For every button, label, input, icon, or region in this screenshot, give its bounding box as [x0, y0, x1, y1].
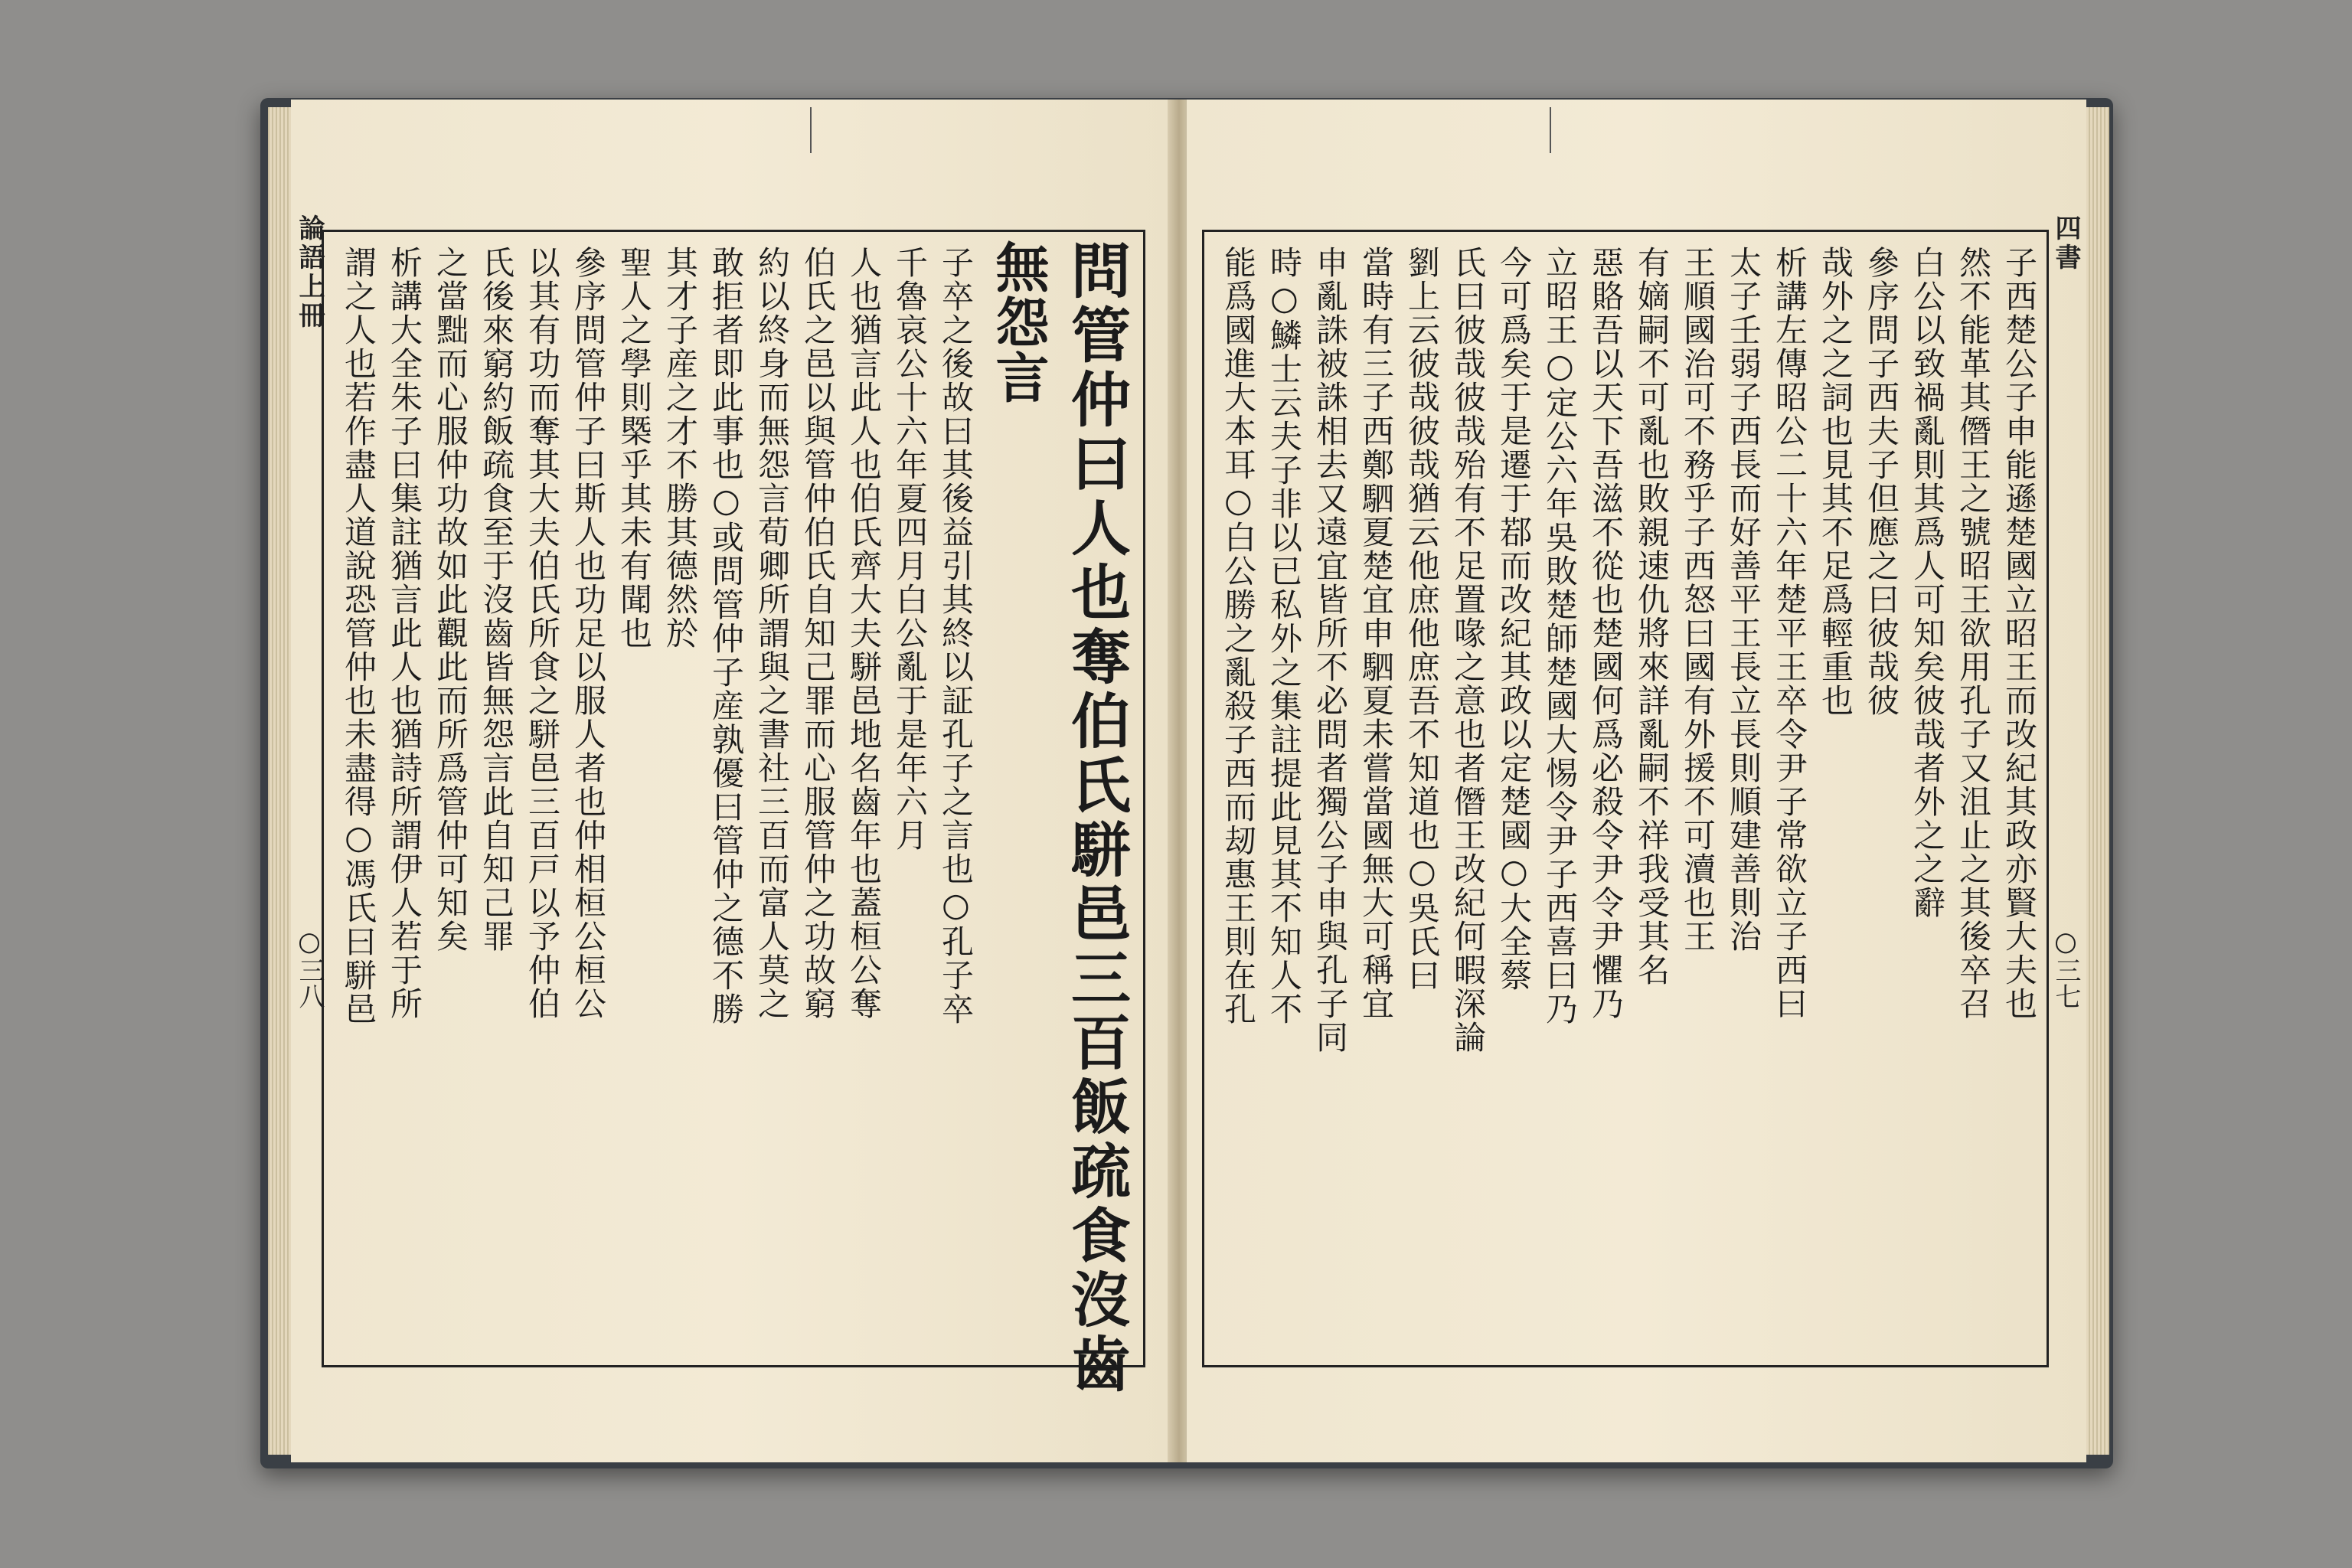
right-margin-title: 四書: [2050, 214, 2081, 273]
right-text-column: 能爲國進大本耳○白公勝之亂殺子西而刼惠王則在孔: [1220, 246, 1257, 1026]
right-text-column: 白公以致禍亂則其爲人可知矣彼哉者外之之辭: [1909, 246, 1946, 920]
heading-line-1: 問管仲曰人也奪伯氏駢邑三百飯疏食沒齒: [1061, 240, 1131, 1397]
right-text-column: 參序問子西夫子但應之曰彼哉彼: [1863, 246, 1900, 717]
right-text-column: 然不能革其僭王之號昭王欲用孔子又沮止之其後卒召: [1955, 246, 1992, 1021]
left-text-column: 參序問管仲子曰斯人也功足以服人者也仲相桓公桓公: [570, 246, 607, 1021]
left-text-column: 以其有功而奪其大夫伯氏所食之駢邑三百戸以予仲伯: [524, 246, 561, 1021]
left-page: [291, 100, 1173, 1462]
left-text-column: 約以終身而無怨言荀卿所謂與之書社三百而富人莫之: [753, 246, 791, 1021]
left-text-column: 謂之人也若作盡人道說恐管仲也未盡得○馮氏曰駢邑: [340, 246, 377, 1026]
left-text-column: 氏後來窮約飯疏食至于沒齒皆無怨言此自知己罪: [478, 246, 515, 953]
left-text-column: 千魯哀公十六年夏四月白公亂于是年六月: [891, 246, 929, 852]
right-text-column: 惡賂吾以天下吾滋不從也楚國何爲必殺令尹令尹懼乃: [1587, 246, 1625, 1021]
left-text-column: 人也猶言此人也伯氏齊大夫駢邑地名齒年也蓋桓公奪: [845, 246, 883, 1021]
left-text-column: 其才子産之才不勝其德然於: [662, 246, 699, 650]
right-text-column: 析講左傳昭公二十六年楚平王卒令尹子常欲立子西曰: [1771, 246, 1808, 1021]
right-text-column: 有嫡嗣不可亂也敗親速仇將來詳亂嗣不祥我受其名: [1633, 246, 1671, 987]
right-text-column: 王順國治可不務乎子西怒曰國有外援不可瀆也王: [1679, 246, 1717, 953]
right-text-column: 氏曰彼哉彼哉殆有不足置喙之意也者僭王改紀何暇深論: [1449, 246, 1487, 1054]
left-text-column: 伯氏之邑以與管仲伯氏自知己罪而心服管仲之功故窮: [799, 246, 837, 1021]
page-crease: [810, 107, 812, 153]
right-text-column: 哉外之之詞也見其不足爲輕重也: [1817, 246, 1854, 717]
right-page: [1185, 100, 2086, 1462]
right-text-column: 時○鱗士云夫子非以已私外之集註提此見其不知人不: [1266, 246, 1303, 1026]
right-margin-page-number: ○三七: [2050, 926, 2081, 1009]
right-text-column: 今可爲矣于是遷于鄀而改紀其政以定楚國○大全蔡: [1495, 246, 1533, 992]
right-text-column: 當時有三子西鄭駟夏楚宜申駟夏未嘗當國無大可稱宜: [1357, 246, 1395, 1021]
left-margin-page-number: ○三八: [294, 926, 325, 1009]
left-text-column: 敢拒者即此事也○或問管仲子産孰優曰管仲之德不勝: [707, 246, 745, 1026]
page-edges-left: [268, 107, 292, 1455]
left-text-frame: [322, 230, 1145, 1397]
right-text-column: 太子壬弱子西長而好善平王長立長則順建善則治: [1725, 246, 1762, 953]
right-text-column: 劉上云彼哉彼哉猶云他庶他庶吾不知道也○吳氏曰: [1403, 246, 1441, 992]
right-text-frame: [1202, 230, 2049, 1367]
left-text-column: 子卒之後故曰其後益引其終以証孔子之言也○孔子卒: [937, 246, 975, 1026]
left-margin-title: 論語上冊: [294, 214, 325, 331]
right-text-column: 立昭王○定公六年吳敗楚師楚國大惕令尹子西喜曰乃: [1541, 246, 1579, 1026]
right-text-column: 申亂誅被誅相去又遠宜皆所不必問者獨公子申與孔子同: [1312, 246, 1349, 1054]
left-text-column: 之當黜而心服仲功故如此觀此而所爲管仲可知矣: [432, 246, 469, 953]
left-text-column: 聖人之學則槩乎其未有聞也: [616, 246, 653, 650]
heading-line-2: 無怨言: [987, 240, 1050, 405]
page-crease: [1550, 107, 1551, 153]
left-text-column: 析講大全朱子曰集註猶言此人也猶詩所謂伊人若于所: [386, 246, 423, 1021]
right-text-column: 子西楚公子申能遜楚國立昭王而改紀其政亦賢大夫也: [2001, 246, 2038, 1021]
